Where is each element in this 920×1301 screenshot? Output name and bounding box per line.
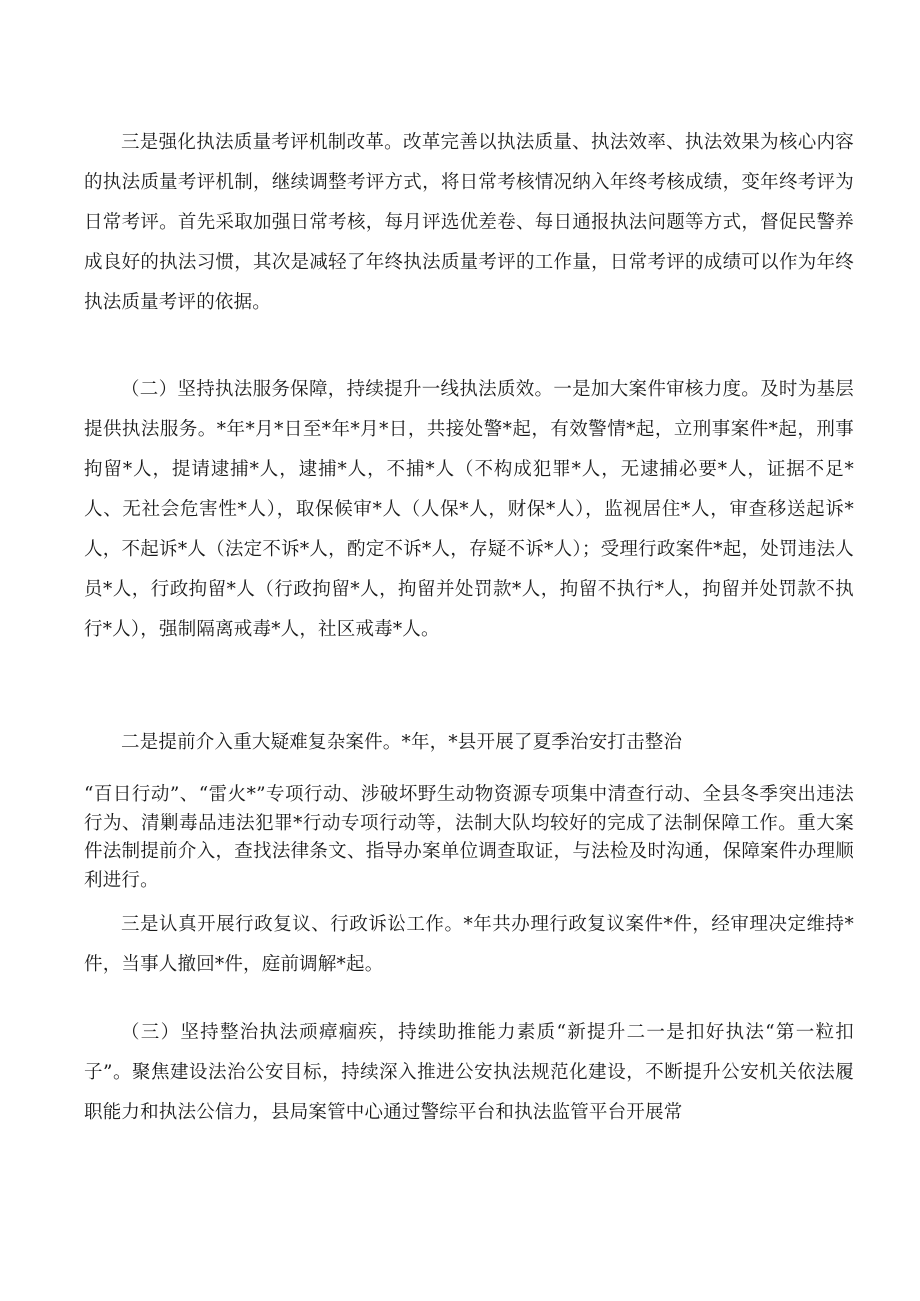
paragraph-exam-reform: 三是强化执法质量考评机制改革。改革完善以执法质量、执法效率、执法效果为核心内容的执法质量考评机制，继续调整考评方式，将日常考核情况纳入年终考核成绩，变年终考评为日常考评。首先采取加强日常考核，每月评选优差卷、每日通报执法问题等方式，督促民警养成良好的执法习惯，其次是减轻了年终执法质量考评的工作量，日常考评的成绩可以作为年终执法质量考评的依据。 bbox=[84, 132, 854, 313]
paragraph-rectification: （三）坚持整治执法顽瘴痼疾，持续助推能力素质“新提升二一是扣好执法“第一粒扣子”。聚焦建设法治公安目标，持续深入推进公安执法规范化建设，不断提升公安机关依法履职能力和执法公信力，县局案管中心通过警综平台和执法监管平台开展常 bbox=[84, 1022, 854, 1123]
paragraph-service-guarantee: （二）坚持执法服务保障，持续提升一线执法质效。一是加大案件审核力度。及时为基层提供执法服务。*年*月*日至*年*月*日，共接处警*起，有效警情*起，立刑事案件*起，刑事拘留*人，提请逮捕*人，逮捕*人，不捕*人（不构成犯罪*人，无逮捕必要*人，证据不足*人、无社会危害性*人），取保候审*人（人保*人，财保*人），监视居住*人，审查移送起诉*人，不起诉*人（法定不诉*人，酌定不诉*人，存疑不诉*人）；受理行政案件*起，处罚违法人员*人，行政拘留*人（行政拘留*人，拘留并处罚款*人，拘留不执行*人，拘留并处罚款不执行*人），强制隔离戒毒*人，社区戒毒*人。 bbox=[84, 379, 854, 640]
paragraph-special-actions: “百日行动”、“雷火*”专项行动、涉破坏野生动物资源专项集中清查行动、全县冬季突出违法行为、清剿毒品违法犯罪*行动专项行动等，法制大队均较好的完成了法制保障工作。重大案件法制提前介入，查找法律条文、指导办案单位调查取证，与法检及时沟通，保障案件办理顺利进行。 bbox=[84, 784, 854, 891]
paragraph-early-intervention: 二是提前介入重大疑难复杂案件。*年，*县开展了夏季治安打击整治 bbox=[121, 732, 683, 753]
paragraph-administrative-review: 三是认真开展行政复议、行政诉讼工作。*年共办理行政复议案件*件，经审理决定维持*件，当事人撤回*件，庭前调解*起。 bbox=[84, 914, 854, 975]
